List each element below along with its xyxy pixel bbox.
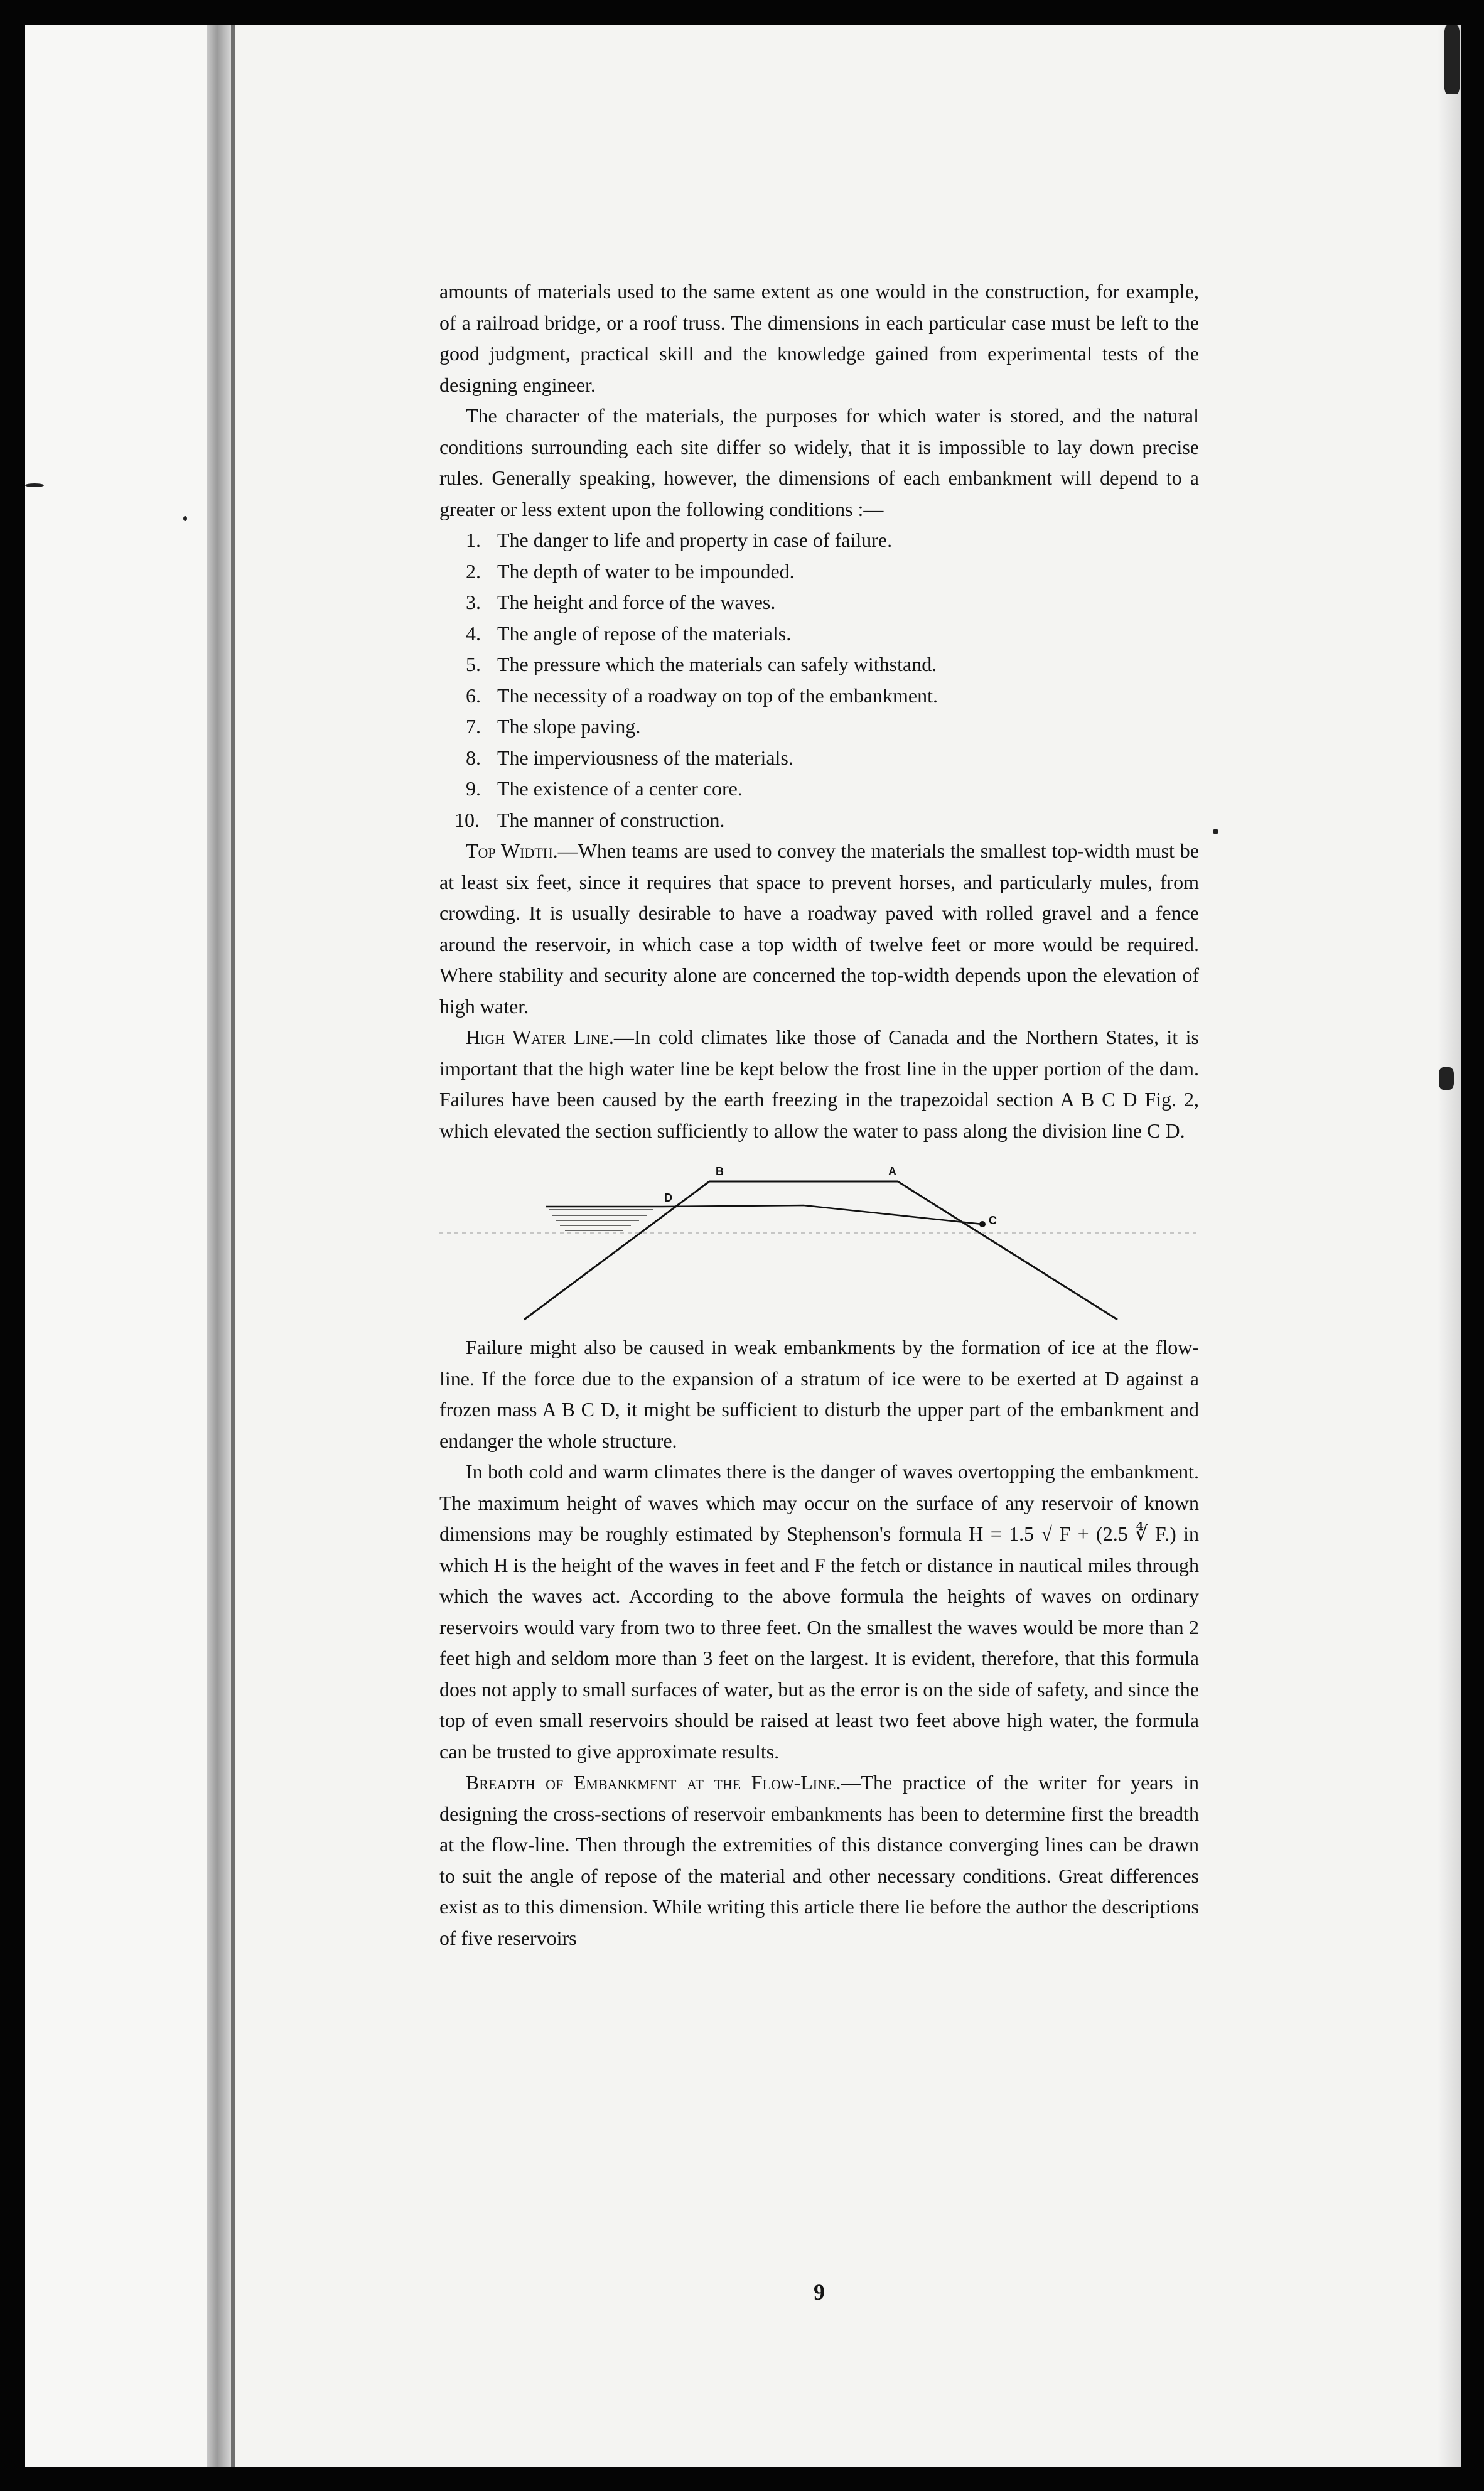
list-item: 3. The height and force of the waves. <box>466 591 776 613</box>
embankment-cross-section-figure <box>439 1150 1199 1332</box>
facing-page-edge <box>25 25 213 2467</box>
section-top-width <box>439 836 1199 1022</box>
list-item: 2. The depth of water to be impounded. <box>466 559 795 583</box>
article-text <box>439 276 1199 1954</box>
scan-frame-bottom <box>0 2467 1484 2491</box>
section-heading: Top Width. <box>466 839 558 862</box>
list-item: 6. The necessity of a roadway on top of the embankment. <box>466 684 938 707</box>
page-right-edge <box>1438 25 1461 2467</box>
list-item: 9. The existence of a center core. <box>466 777 743 800</box>
list-item: 1. The danger to life and property in case of failure. <box>466 529 893 551</box>
scan-frame-right <box>1461 0 1484 2491</box>
list-item: 7. The slope paving. <box>466 715 641 738</box>
scan-speck <box>1439 1067 1454 1090</box>
division-line <box>662 1205 982 1224</box>
book-gutter-shadow <box>207 25 232 2467</box>
list-item: 8. The imperviousness of the materials. <box>466 746 793 769</box>
list-item: 5. The pressure which the materials can safely withstand. <box>466 653 937 675</box>
scan-speck <box>25 483 44 487</box>
figure-label-b: B <box>716 1165 724 1178</box>
section-heading: Breadth of Embankment at the Flow-Line. <box>466 1771 841 1794</box>
book-gutter-line <box>231 25 235 2467</box>
list-item: 10. The manner of construction. <box>454 808 725 831</box>
section-high-water-line <box>439 1022 1199 1146</box>
section-body: —When teams are used to convey the materials the smallest top-width must be at least six feet, since it requires that space to prevent horses, and particularly mules, from crowding. It is usually desirable to have a roadway paved with rolled gravel and a fence around the reservoir, in which case a top width of twelve feet or more would be required. Where stability and security alone are concerned the top-width depends upon the elevation of high water. <box>439 839 1199 1018</box>
scan-speck <box>1444 25 1460 94</box>
scan-frame-left <box>0 0 25 2491</box>
scan-frame-top <box>0 0 1484 25</box>
point-c-marker <box>979 1221 986 1227</box>
section-heading: High Water Line. <box>466 1026 614 1048</box>
paragraph: The character of the materials, the purposes for which water is stored, and the natural conditions surrounding each site differ so widely, that it is impossible to lay down precise rules. Generally speaking, however, the dimensions of each embankment will depend to a greater or less extent upon the following conditions :— <box>439 404 1199 520</box>
section-body: —The practice of the writer for years in designing the cross-sections of reservoir embankments has been to determine first the breadth at the flow-line. Then through the extremities of this distance converging lines can be drawn to suit the angle of repose of the material and other necessary conditions. Great differences exist as to this dimension. While writing this article there lie before the author the descriptions of five reservoirs <box>439 1771 1199 1949</box>
embankment-outline <box>524 1181 1117 1320</box>
section-body: —In cold climates like those of Canada and the Northern States, it is important that the high water line be kept below the frost line in the upper portion of the dam. Failures have been caused by the earth freezing in the trapezoidal section A B C D Fig. 2, which elevated the section sufficiently to allow the water to pass along the division line C D. <box>439 1026 1199 1142</box>
scan-speck <box>183 516 187 521</box>
list-item: 4. The angle of repose of the materials. <box>466 621 792 645</box>
paragraph: amounts of materials used to the same extent as one would in the construction, for example, of a railroad bridge, or a roof truss. The dimensions in each particular case must be left to the good judgment, practical skill and the knowledge gained from experimental tests of the designing engineer. <box>439 280 1199 396</box>
section-breadth-of-embankment <box>439 1767 1199 1954</box>
figure-label-c: C <box>989 1214 997 1227</box>
page-number: 9 <box>814 2279 825 2305</box>
scan-speck <box>1213 829 1218 834</box>
figure-label-a: A <box>888 1165 896 1178</box>
paragraph: Failure might also be caused in weak embankments by the formation of ice at the flow-line. If the force due to the expansion of a stratum of ice were to be exerted at D against a frozen mass A B C D, it might be sufficient to disturb the upper part of the embankment and endanger the whole structure. <box>439 1336 1199 1452</box>
conditions-list <box>439 525 1199 836</box>
water-hatching <box>549 1210 653 1230</box>
paragraph: In both cold and warm climates there is the danger of waves overtopping the embankment. The maximum height of waves which may occur on the surface of any reservoir of known dimensions may be roughly estimated by Stephenson's formula H = 1.5 √ F + (2.5 ∜ F.) in which H is the height of the waves in feet and F the fetch or distance in nautical miles through which the waves act. According to the above formula the heights of waves on ordinary reservoirs would vary from two to three feet. On the smallest the waves would be more than 2 feet high and seldom more than 3 feet on the largest. It is evident, therefore, that this formula does not apply to small surfaces of water, but as the error is on the side of safety, and since the top of even small reservoirs should be raised at least two feet above high water, the formula can be trusted to give approximate results. <box>439 1460 1199 1763</box>
figure-label-d: D <box>664 1192 672 1204</box>
